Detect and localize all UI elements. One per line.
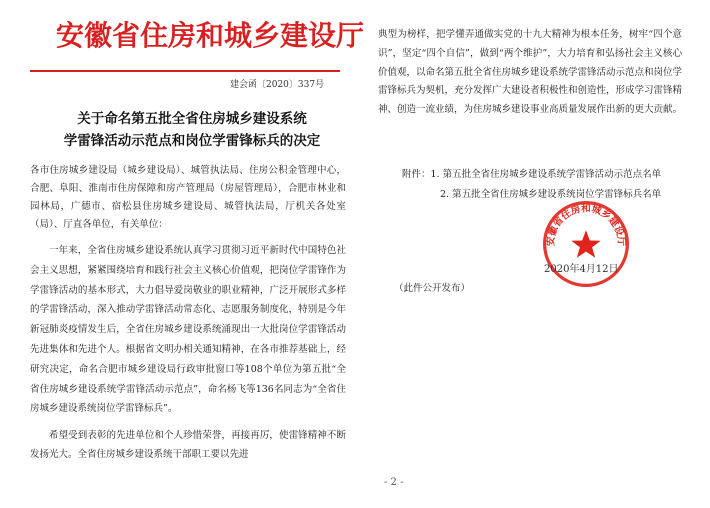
- attachment-item: 附件：1. 第五批全省住房城乡建设系统学雷锋活动示范点名单: [402, 169, 662, 180]
- document-title: [34, 108, 350, 152]
- left-page: [30, 0, 365, 508]
- body-paragraph-1: 一年来，全省住房城乡建设系统认真学习贯彻习近平新时代中国特色社会主义思想，紧紧围绕培育和践行社会主义核心价值观，把岗位学雷锋作为学雷锋活动的基本形式，大力倡导爱岗敬业的职业精神，广泛开展形式多样的学雷锋活动，深入推动学雷锋活动常态化、志愿服务制度化，特别是今年新冠肺炎疫情发生后，全省住房城乡建设系统涌现出一大批岗位学雷锋活动先进集体和先进个人。根据省文明办相关通知精神，在各市推荐基础上，经研究决定，命名合肥市城乡建设局行政审批窗口等108个单位为第五批“全省住房城乡建设系统学雷锋活动示范点”，命名杨飞等136名同志为“全省住房城乡建设系统岗位学雷锋标兵”。: [30, 245, 346, 415]
- title-line-1: 关于命名第五批全省住房城乡建设系统: [77, 111, 307, 127]
- title-line-2: 学雷锋活动示范点和岗位学雷锋标兵的决定: [63, 133, 321, 149]
- right-page: [378, 0, 688, 508]
- letterhead-divider: [30, 70, 340, 72]
- official-seal-stamp: [540, 198, 632, 290]
- agency-letterhead: 安徽省住房和城乡建设厅: [56, 19, 365, 52]
- seal-text: 安徽省住房和城乡建设厅: [545, 203, 627, 247]
- recipients-paragraph: 各市住房城乡建设局（城乡建设局）、城管执法局、住房公积金管理中心，合肥、阜阳、淮南市住房保障和房产管理局（房屋管理局），合肥市林业和园林局，广德市、宿松县住房城乡建设局、城管执法局，厅机关各处室（局）、厅直各单位，有关单位：: [30, 165, 346, 230]
- star-icon: [571, 230, 600, 258]
- page-number: - 2 -: [384, 477, 404, 488]
- attachments-label: 附件：: [402, 169, 431, 180]
- public-release-note: （此件公开发布）: [394, 283, 471, 294]
- body-paragraph-3: 典型为榜样，把学懂弄通做实党的十九大精神为根本任务，树牢“四个意识”，坚定“四个自信”，做到“两个维护”，大力培育和弘扬社会主义核心价值观，以命名第五批全省住房城乡建设系统学雷锋活动示范点和岗位学雷锋标兵为契机，充分发挥广大建设者积极性和创造性，形成学习雷锋精神、创造一流业绩，为住房城乡建设事业高质量发展作出新的更大贡献。: [378, 29, 683, 116]
- body-paragraph-2: 希望受到表彰的先进单位和个人珍惜荣誉，再接再厉，使雷锋精神不断发扬光大。全省住房城乡建设系统干部职工要以先进: [30, 430, 346, 460]
- issue-date: 2020年4月12日: [544, 264, 619, 275]
- document-number: 建会函〔2020〕337号: [230, 80, 325, 90]
- attachment-item: 2. 第五批全省住房城乡建设系统岗位学雷锋标兵名单: [440, 189, 662, 200]
